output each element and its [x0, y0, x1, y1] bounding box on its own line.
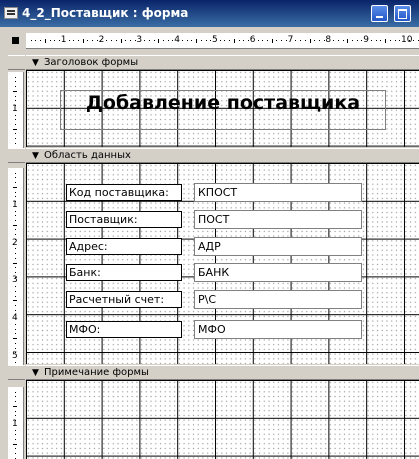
section-arrow-icon: ▼ [32, 151, 39, 161]
textbox-supplier[interactable]: ПОСТ [194, 210, 362, 229]
ruler-number: 10 [401, 35, 413, 45]
ruler-tick [15, 143, 16, 144]
ruler-tick [13, 444, 17, 445]
ruler-number: 5 [212, 35, 218, 45]
ruler-tick [106, 40, 107, 41]
ruler-tick [352, 40, 353, 41]
ruler-tick [15, 348, 16, 349]
ruler-tick [15, 305, 16, 306]
ruler-tick [15, 248, 16, 249]
ruler-tick [239, 40, 240, 41]
ruler-tick [125, 40, 126, 41]
label-address[interactable]: Адрес: [66, 238, 182, 255]
ruler-tick [40, 40, 41, 41]
ruler-number: 1 [60, 35, 67, 45]
ruler-number: 8 [325, 35, 332, 45]
form-title-label[interactable]: Добавление поставщика [85, 92, 361, 114]
ruler-tick [163, 40, 164, 41]
ruler-number: 3 [136, 35, 143, 45]
window-title-bar[interactable] [0, 0, 419, 27]
ruler-tick [13, 129, 17, 130]
vertical-ruler-footer-segment [8, 387, 24, 459]
ruler-tick [15, 124, 16, 125]
ruler-tick [15, 324, 16, 325]
ruler-tick [15, 448, 16, 449]
ruler-tick [15, 253, 16, 254]
ruler-tick [376, 40, 377, 41]
ruler-tick [78, 40, 79, 41]
ruler-tick [15, 411, 16, 412]
ruler-tick [196, 39, 197, 43]
section-label-detail: Область данных [44, 150, 131, 161]
textbox-address[interactable]: АДР [194, 237, 362, 256]
ruler-tick [395, 40, 396, 41]
ruler-tick [144, 40, 145, 41]
ruler-tick [243, 40, 244, 41]
ruler-tick [154, 40, 155, 41]
ruler-tick [380, 40, 381, 41]
ruler-tick [15, 362, 16, 363]
ruler-tick [15, 430, 16, 431]
label-bank[interactable]: Банк: [66, 264, 182, 281]
ruler-tick [15, 133, 16, 134]
ruler-tick [111, 40, 112, 41]
ruler-tick [357, 40, 358, 41]
ruler-tick [234, 39, 235, 43]
ruler-tick [15, 267, 16, 268]
textbox-bank[interactable]: БАНК [194, 263, 362, 282]
ruler-tick [130, 40, 131, 41]
vertical-ruler[interactable] [8, 50, 25, 459]
ruler-tick [15, 396, 16, 397]
ruler-number: 1 [12, 199, 18, 210]
ruler-tick [276, 40, 277, 41]
ruler-tick [69, 40, 70, 41]
ruler-tick [15, 96, 16, 97]
ruler-tick [15, 173, 16, 174]
ruler-tick [13, 406, 17, 407]
ruler-tick [13, 338, 17, 339]
ruler-tick [45, 39, 46, 43]
textbox-account[interactable]: Р\С [194, 290, 362, 309]
ruler-tick [15, 453, 16, 454]
ruler-tick [116, 40, 117, 41]
ruler-tick [343, 40, 344, 41]
ruler-tick [15, 177, 16, 178]
vertical-section-handle-header[interactable] [8, 55, 25, 70]
ruler-tick [149, 40, 150, 41]
ruler-tick [15, 439, 16, 440]
ruler-tick [262, 40, 263, 41]
ruler-tick [13, 225, 17, 226]
ruler-number: 5 [12, 351, 18, 361]
section-label-footer: Примечание формы [44, 367, 149, 378]
ruler-tick [182, 40, 183, 41]
ruler-tick [229, 40, 230, 41]
section-bar-detail[interactable] [26, 148, 419, 163]
ruler-tick [13, 263, 17, 264]
ruler-tick [87, 40, 88, 41]
ruler-tick [15, 333, 16, 334]
ruler-tick [15, 415, 16, 416]
maximize-button[interactable] [394, 5, 411, 22]
label-account[interactable]: Расчетный счет: [66, 291, 182, 308]
ruler-number: 4 [12, 313, 18, 324]
ruler-number: 1 [12, 418, 18, 429]
ruler-tick [15, 115, 16, 116]
vertical-section-handle-footer[interactable] [8, 365, 25, 380]
ruler-tick [15, 81, 16, 82]
ruler-tick [347, 39, 348, 43]
ruler-tick [272, 39, 273, 43]
ruler-tick [15, 192, 16, 193]
ruler-tick [15, 220, 16, 221]
ruler-tick [168, 40, 169, 41]
ruler-tick [15, 343, 16, 344]
ruler-tick [305, 40, 306, 41]
form-footer-area[interactable] [26, 380, 419, 459]
ruler-number: 2 [12, 237, 18, 248]
section-bar-form-footer[interactable] [26, 365, 419, 380]
ruler-tick [15, 182, 16, 183]
ruler-tick [413, 40, 414, 41]
ruler-tick [15, 401, 16, 402]
ruler-tick [201, 40, 202, 41]
ruler-tick [333, 40, 334, 41]
ruler-tick [13, 187, 17, 188]
horizontal-ruler[interactable] [26, 33, 419, 49]
ruler-tick [121, 39, 122, 43]
ruler-tick [15, 291, 16, 292]
ruler-tick [92, 40, 93, 41]
ruler-tick [83, 39, 84, 43]
ruler-tick [15, 229, 16, 230]
ruler-tick [15, 119, 16, 120]
ruler-tick [15, 286, 16, 287]
ruler-tick [15, 234, 16, 235]
ruler-tick [15, 211, 16, 212]
ruler-tick [54, 40, 55, 41]
ruler-tick [224, 40, 225, 41]
ruler-number: 4 [174, 35, 180, 45]
ruler-tick [310, 39, 311, 43]
section-bar-form-header[interactable] [26, 55, 419, 70]
section-label-header: Заголовок формы [44, 57, 139, 68]
label-supplier[interactable]: Поставщик: [66, 211, 182, 228]
window-title: 4_2_Поставщик : форма [22, 6, 189, 20]
ruler-number: 9 [363, 35, 369, 45]
ruler-number: 7 [287, 35, 294, 45]
textbox-mfo[interactable]: МФО [194, 320, 362, 339]
ruler-tick [338, 40, 339, 41]
label-supplier-code[interactable]: Код поставщика: [66, 184, 182, 201]
ruler-tick [187, 40, 188, 41]
ruler-tick [220, 40, 221, 41]
ruler-tick [314, 40, 315, 41]
vertical-ruler-detail-segment [8, 168, 24, 370]
ruler-tick [267, 40, 268, 41]
ruler-tick [258, 40, 259, 41]
ruler-tick [295, 40, 296, 41]
ruler-tick [15, 77, 16, 78]
ruler-tick [15, 296, 16, 297]
ruler-tick [319, 40, 320, 41]
ruler-tick [385, 39, 386, 43]
ruler-tick [73, 40, 74, 41]
ruler-number: 1 [12, 103, 18, 114]
ruler-tick [31, 40, 32, 41]
vertical-ruler-header-segment [8, 72, 24, 152]
textbox-supplier-code[interactable]: КПОСТ [194, 183, 362, 202]
form-selector-icon [12, 37, 19, 44]
ruler-number: 2 [98, 35, 105, 45]
ruler-tick [191, 40, 192, 41]
label-mfo[interactable]: МФО: [66, 321, 182, 338]
ruler-tick [300, 40, 301, 41]
ruler-tick [15, 272, 16, 273]
form-selector[interactable] [8, 33, 25, 49]
ruler-tick [35, 40, 36, 41]
ruler-tick [15, 138, 16, 139]
ruler-tick [15, 86, 16, 87]
ruler-tick [15, 392, 16, 393]
ruler-tick [281, 40, 282, 41]
ruler-tick [15, 100, 16, 101]
section-arrow-icon: ▼ [32, 368, 39, 378]
vertical-section-handle-detail[interactable] [8, 148, 25, 163]
ruler-tick [15, 196, 16, 197]
ruler-tick [390, 40, 391, 41]
ruler-tick [15, 434, 16, 435]
section-arrow-icon: ▼ [32, 58, 39, 68]
ruler-tick [50, 40, 51, 41]
ruler-tick [15, 310, 16, 311]
minimize-button[interactable] [371, 5, 388, 22]
ruler-tick [15, 215, 16, 216]
ruler-tick [15, 329, 16, 330]
ruler-tick [371, 40, 372, 41]
ruler-tick [13, 91, 17, 92]
form-window-icon[interactable] [4, 7, 18, 19]
ruler-tick [15, 258, 16, 259]
ruler-tick [158, 39, 159, 43]
ruler-tick [13, 300, 17, 301]
ruler-tick [206, 40, 207, 41]
ruler-number: 6 [249, 35, 256, 45]
ruler-number: 3 [12, 275, 18, 286]
